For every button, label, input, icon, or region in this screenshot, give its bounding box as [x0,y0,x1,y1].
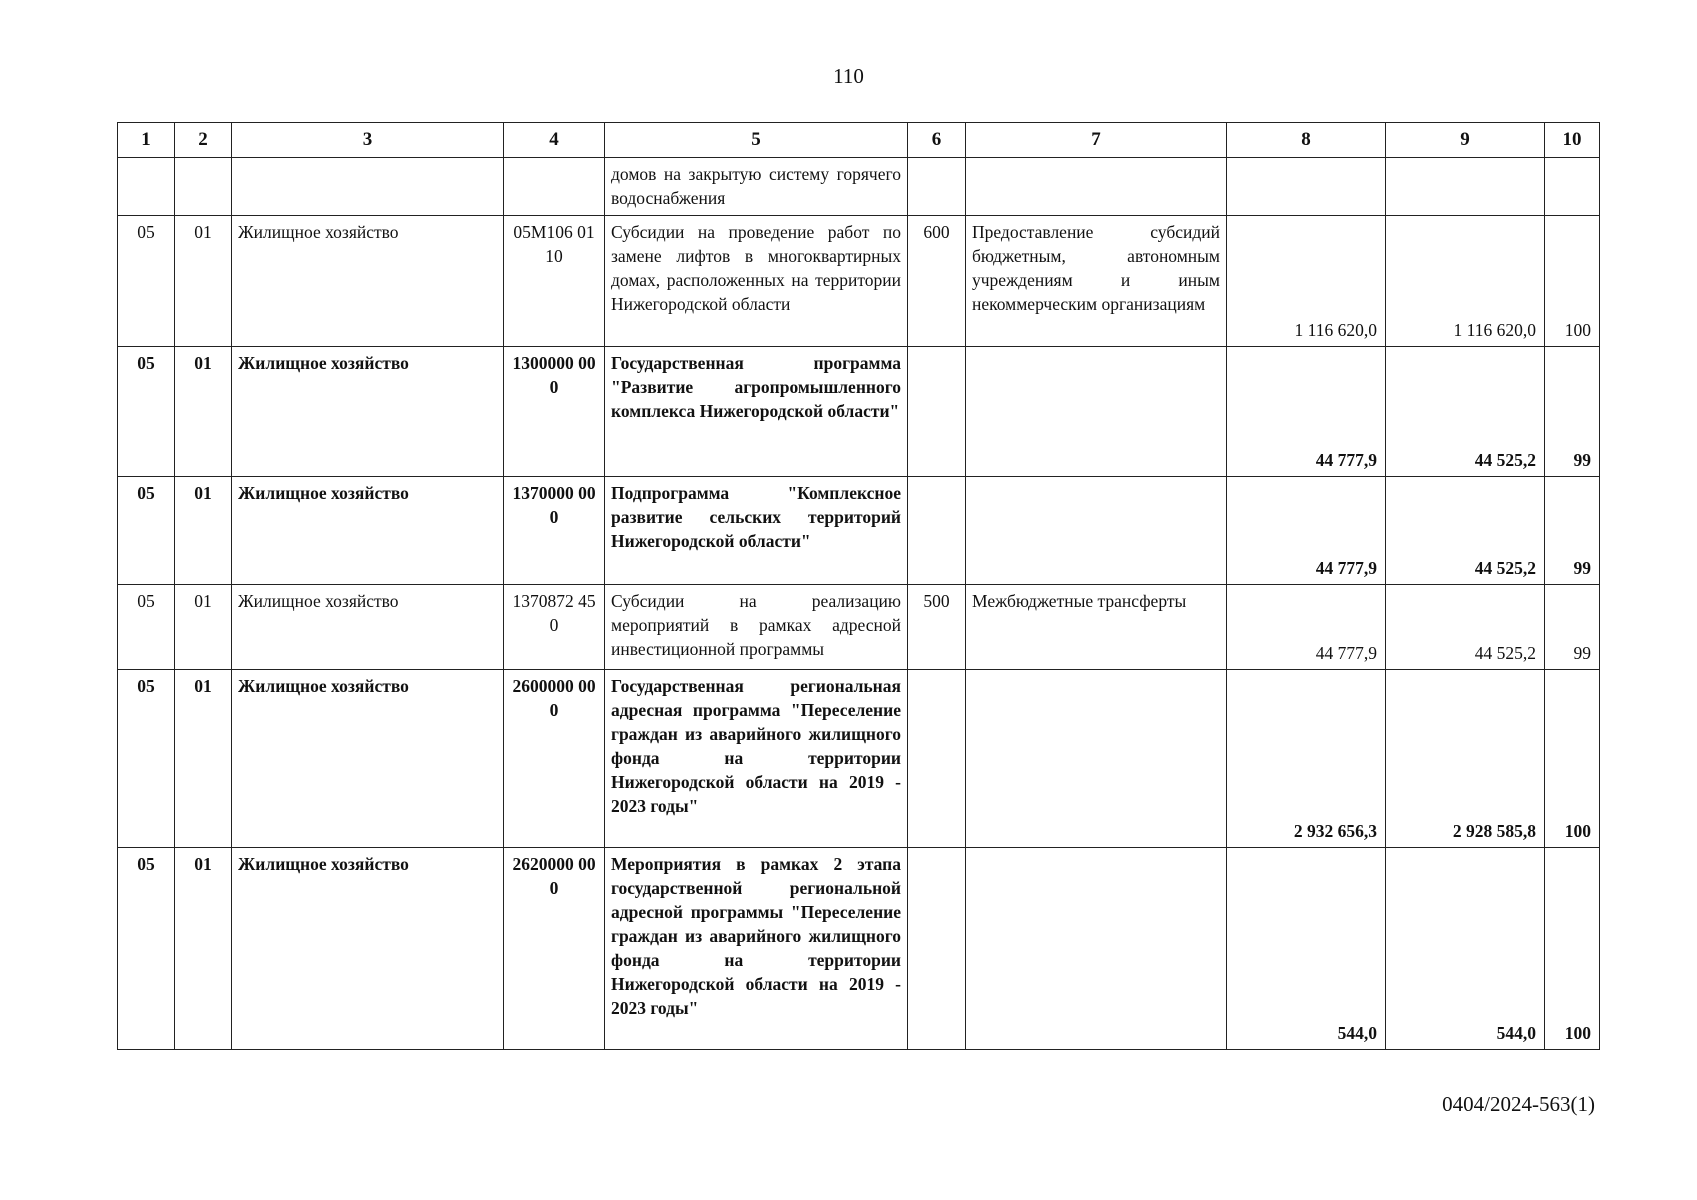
header-cell: 2 [175,123,232,158]
target-article-code: 2620000 000 [504,848,605,1050]
article-name: Подпрограмма "Комплексное развитие сельских территорий Нижегородской области" [605,477,908,585]
section-name: Жилищное хозяйство [232,477,504,585]
subsection-code: 01 [175,848,232,1050]
section-name: Жилищное хозяйство [232,585,504,670]
subsection-code: 01 [175,216,232,347]
planned-amount: 2 932 656,3 [1227,670,1386,848]
subsection-code: 01 [175,585,232,670]
section-code: 05 [118,477,175,585]
section-name: Жилищное хозяйство [232,848,504,1050]
target-article-code: 2600000 000 [504,670,605,848]
execution-percent: 100 [1545,848,1600,1050]
header-cell: 9 [1386,123,1545,158]
table-row [118,670,1600,848]
target-article-code: 1370000 000 [504,477,605,585]
header-cell: 8 [1227,123,1386,158]
execution-percent [1545,158,1600,216]
article-name: Мероприятия в рамках 2 этапа государственной региональной адресной программы "Переселение граждан из аварийного жилищного фонда на территории Нижегородской области на 2019 - 2023 годы" [605,848,908,1050]
article-name: Государственная программа "Развитие агропромышленного комплекса Нижегородской области" [605,347,908,477]
planned-amount: 44 777,9 [1227,585,1386,670]
actual-amount: 1 116 620,0 [1386,216,1545,347]
expense-type-name [966,158,1227,216]
actual-amount: 544,0 [1386,848,1545,1050]
section-code: 05 [118,347,175,477]
expense-type-name: Предоставление субсидий бюджетным, автономным учреждениям и иным некоммерческим организациям [966,216,1227,347]
execution-percent: 99 [1545,585,1600,670]
target-article-code: 1300000 000 [504,347,605,477]
planned-amount: 544,0 [1227,848,1386,1050]
planned-amount: 1 116 620,0 [1227,216,1386,347]
planned-amount: 44 777,9 [1227,347,1386,477]
section-code: 05 [118,216,175,347]
expense-type-code [908,158,966,216]
actual-amount: 44 525,2 [1386,585,1545,670]
execution-percent: 100 [1545,670,1600,848]
expense-type-code [908,848,966,1050]
section-code: 05 [118,848,175,1050]
section-code: 05 [118,670,175,848]
section-name: Жилищное хозяйство [232,216,504,347]
subsection-code: 01 [175,670,232,848]
execution-percent: 99 [1545,347,1600,477]
table-row [118,585,1600,670]
header-row [118,123,1600,158]
article-name: Субсидии на проведение работ по замене лифтов в многоквартирных домах, расположенных на территории Нижегородской области [605,216,908,347]
header-cell: 1 [118,123,175,158]
target-article-code [504,158,605,216]
expense-type-code: 600 [908,216,966,347]
expense-type-code [908,477,966,585]
execution-percent: 99 [1545,477,1600,585]
planned-amount [1227,158,1386,216]
page-number: 110 [833,64,864,88]
target-article-code: 1370872 450 [504,585,605,670]
subsection-code: 01 [175,347,232,477]
actual-amount: 2 928 585,8 [1386,670,1545,848]
actual-amount [1386,158,1545,216]
budget-table [117,122,1600,1050]
header-cell: 6 [908,123,966,158]
expense-type-name [966,848,1227,1050]
table-row [118,848,1600,1050]
article-name: домов на закрытую систему горячего водоснабжения [605,158,908,216]
expense-type-code [908,670,966,848]
header-cell: 7 [966,123,1227,158]
table-row [118,216,1600,347]
table-row [118,158,1600,216]
section-code [118,158,175,216]
section-name: Жилищное хозяйство [232,670,504,848]
expense-type-name [966,670,1227,848]
table-row [118,347,1600,477]
section-code: 05 [118,585,175,670]
document-id: 0404/2024-563(1) [1442,1092,1595,1116]
header-cell: 5 [605,123,908,158]
execution-percent: 100 [1545,216,1600,347]
planned-amount: 44 777,9 [1227,477,1386,585]
header-cell: 3 [232,123,504,158]
header-cell: 10 [1545,123,1600,158]
expense-type-code [908,347,966,477]
article-name: Субсидии на реализацию мероприятий в рамках адресной инвестиционной программы [605,585,908,670]
subsection-code: 01 [175,477,232,585]
target-article-code: 05М106 0110 [504,216,605,347]
article-name: Государственная региональная адресная программа "Переселение граждан из аварийного жилищного фонда на территории Нижегородской области на 2019 - 2023 годы" [605,670,908,848]
actual-amount: 44 525,2 [1386,347,1545,477]
section-name [232,158,504,216]
expense-type-name: Межбюджетные трансферты [966,585,1227,670]
expense-type-name [966,347,1227,477]
table-row [118,477,1600,585]
actual-amount: 44 525,2 [1386,477,1545,585]
expense-type-code: 500 [908,585,966,670]
expense-type-name [966,477,1227,585]
header-cell: 4 [504,123,605,158]
section-name: Жилищное хозяйство [232,347,504,477]
subsection-code [175,158,232,216]
